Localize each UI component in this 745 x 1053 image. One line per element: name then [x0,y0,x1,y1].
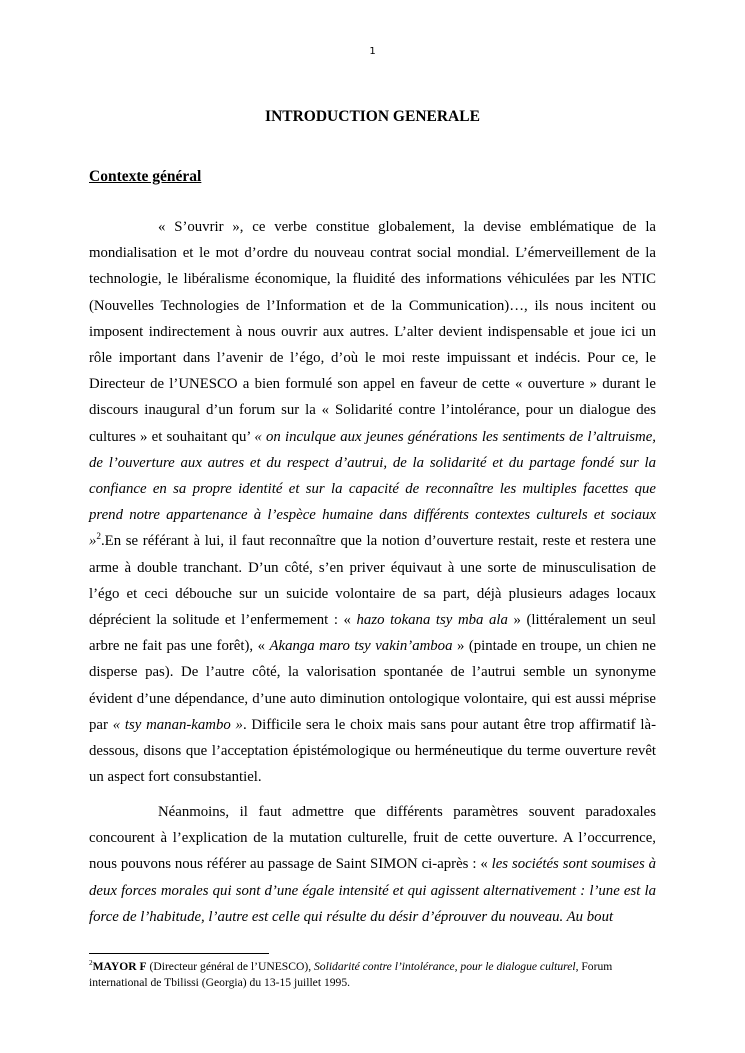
footnote-author: MAYOR F [92,960,147,973]
section-heading: Contexte général [89,168,202,185]
text-run: « S’ouvrir », ce verbe constitue globalement, la devise emblématique de la mondialisation et le mot d’ordre du nouveau contrat social mondial. L’émerveillement de la technologie, le libéralisme économique, la fluidité des informations véhiculées par les NTIC (Nouvelles Technologies de l’Information et de la Communication)…, ils nous incitent ou imposent indirectement à nous ouvrir aux autres. L’alter devient indispensable et joue ici un rôle important dans l’avenir de l’égo, d’où le moi reste impuissant et indécis. Pour ce, le Directeur de l’UNESCO a bien formulé son appel en faveur de cette « ouverture » durant le discours inaugural d’un forum sur la « Solidarité contre l’intolérance, pour un dialogue des cultures » et souhaitant qu’ [89,219,656,445]
text-run: » (pintade en troupe, un chien ne disperse pas). De l’autre côté, la valorisation spontanée de l’autrui semble un synonyme évident d’une dépendance, d’une auto diminution ontologique volontaire, qui est aussi méprise par [89,638,656,733]
page-number: 1 [369,46,376,57]
document-title: INTRODUCTION GENERALE [265,108,480,125]
paragraph-2 [89,799,656,930]
malagasy-expression: « tsy manan-kambo » [112,716,243,733]
paragraph-1 [89,214,656,790]
malagasy-proverb-1: hazo tokana tsy mba ala [356,612,508,629]
text-run: (Directeur général de l’UNESCO), [146,960,314,973]
text-run: . Difficile sera le choix mais sans pour autant être trop affirmatif là-dessous, disons que l’acceptation épistémologique ou herméneutique du terme ouverture revêt un aspect fort consubstantiel. [89,716,657,786]
footnote-separator [89,953,269,954]
unesco-quote: « on inculque aux jeunes générations les sentiments de l’altruisme, de l’ouverture aux autres et du respect d’autrui, de la solidarité et du partage fondé sur la confiance en sa propre identité et sur la capacité de reconnaître les multiples facettes que prend notre appartenance à l’espèce humaine dans différents contextes culturels et sociaux » [89,428,656,550]
footnote-work-title: Solidarité contre l’intolérance, pour le dialogue culturel [314,960,576,973]
malagasy-proverb-2: Akanga maro tsy vakin’amboa [269,638,453,655]
text-run: » (littéralement un seul arbre ne fait pas une forêt), « [89,612,657,655]
text-run: .En se référant à lui, il faut reconnaître que la notion d’ouverture restait, reste et restera une arme à double tranchant. D’un côté, s’en priver équivaut à une sorte de minusculisation de l’égo et ceci débouche sur un suicide volontaire de sa part, déjà plusieurs adages locaux déprécient la solitude et l’enfermement : « [89,533,656,629]
footnote-number: 2 [89,959,93,968]
saint-simon-quote: les sociétés sont soumises à deux forces morales qui sont d’une égale intensité et qui agissent alternativement : l’une est la force de l’habitude, l’autre est celle qui résulte du désir d’éprouver du nouveau. Au bout [89,856,656,925]
text-run: Néanmoins, il faut admettre que différents paramètres souvent paradoxales concourent à l’explication de la mutation culturelle, fruit de cette ouverture. A l’occurrence, nous pouvons nous référer au passage de Saint SIMON ci-après : « [89,804,656,873]
text-run: , Forum international de Tbilissi (Georgia) du 13-15 juillet 1995. [89,960,613,989]
footnote [89,959,659,991]
footnote-reference[interactable]: 2 [96,531,101,542]
